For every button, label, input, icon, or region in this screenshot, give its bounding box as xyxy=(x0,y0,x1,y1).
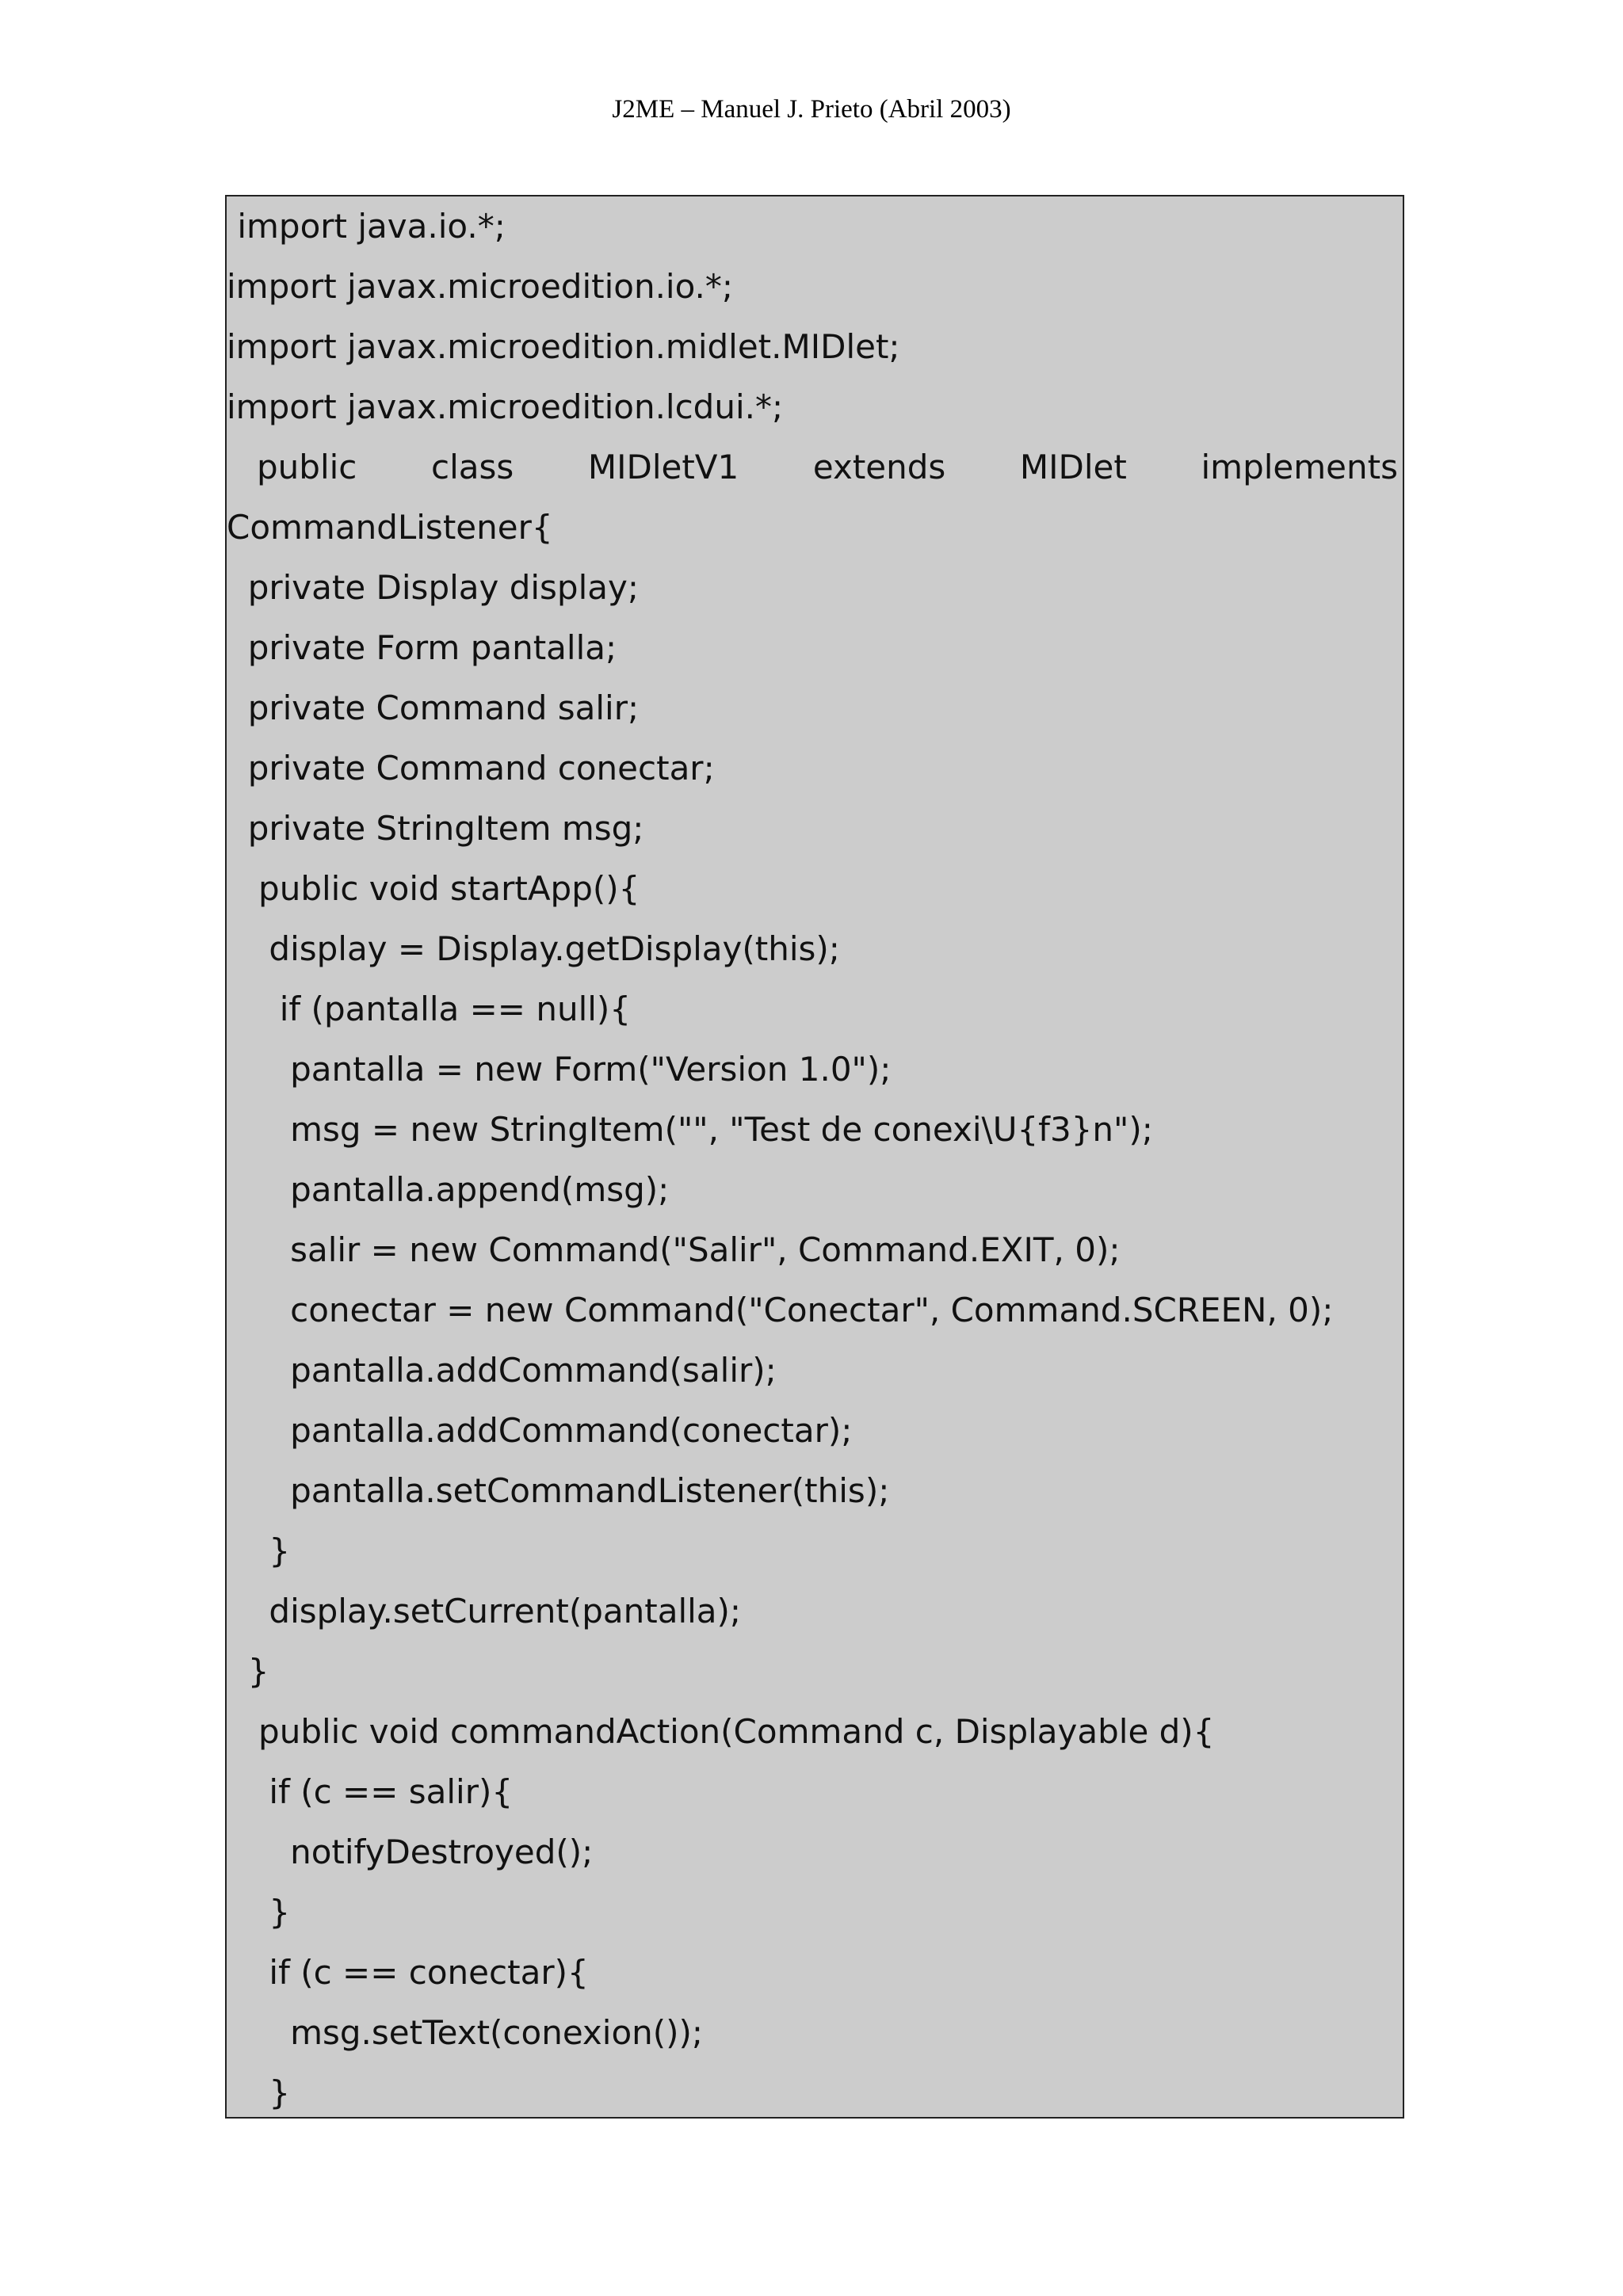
code-line-2: import javax.microedition.io.*; xyxy=(227,267,734,306)
code-line-17: pantalla.append(msg); xyxy=(227,1170,670,1209)
code-line-12: public void startApp(){ xyxy=(227,869,640,908)
superclass-name: MIDlet xyxy=(1019,448,1127,486)
code-line-18: salir = new Command("Salir", Command.EXIT, 0); xyxy=(227,1230,1121,1269)
code-line-class-declaration xyxy=(257,437,1398,498)
code-line-14: if (pantalla == null){ xyxy=(227,990,632,1028)
code-line-7: private Display display; xyxy=(227,568,639,607)
page-header: J2ME – Manuel J. Prieto (Abril 2003) xyxy=(612,95,1011,124)
code-line-13: display = Display.getDisplay(this); xyxy=(227,929,840,968)
code-line-32: } xyxy=(227,2073,291,2112)
code-line-24: display.setCurrent(pantalla); xyxy=(227,1592,742,1630)
code-line-29: } xyxy=(227,1893,291,1932)
code-line-26: public void commandAction(Command c, Displayable d){ xyxy=(227,1712,1215,1751)
code-line-22: pantalla.setCommandListener(this); xyxy=(227,1471,890,1510)
code-line-9: private Command salir; xyxy=(227,688,640,727)
code-line-25: } xyxy=(227,1652,269,1691)
code-line-28: notifyDestroyed(); xyxy=(227,1833,594,1871)
code-line-16: msg = new StringItem("", "Test de conexi\U{f3}n"); xyxy=(227,1110,1153,1149)
code-line-4: import javax.microedition.lcdui.*; xyxy=(227,387,784,426)
code-line-15: pantalla = new Form("Version 1.0"); xyxy=(227,1050,892,1089)
code-line-31: msg.setText(conexion()); xyxy=(227,2013,704,2052)
code-line-20: pantalla.addCommand(salir); xyxy=(227,1351,777,1390)
code-line-1: import java.io.*; xyxy=(227,207,506,246)
code-line-23: } xyxy=(227,1531,291,1570)
code-line-11: private StringItem msg; xyxy=(227,809,644,848)
code-line-8: private Form pantalla; xyxy=(227,628,617,667)
code-line-21: pantalla.addCommand(conectar); xyxy=(227,1411,853,1450)
code-line-6: CommandListener{ xyxy=(227,508,553,547)
code-line-30: if (c == conectar){ xyxy=(227,1953,589,1992)
code-line-27: if (c == salir){ xyxy=(227,1772,514,1811)
keyword-class: class xyxy=(430,448,514,486)
code-line-3: import javax.microedition.midlet.MIDlet; xyxy=(227,327,900,366)
code-line-19: conectar = new Command("Conectar", Command.SCREEN, 0); xyxy=(227,1291,1334,1329)
class-name: MIDletV1 xyxy=(587,448,739,486)
keyword-implements: implements xyxy=(1201,448,1398,486)
code-listing xyxy=(225,195,1404,2119)
keyword-public: public xyxy=(257,448,357,486)
code-line-10: private Command conectar; xyxy=(227,749,715,788)
keyword-extends: extends xyxy=(812,448,946,486)
